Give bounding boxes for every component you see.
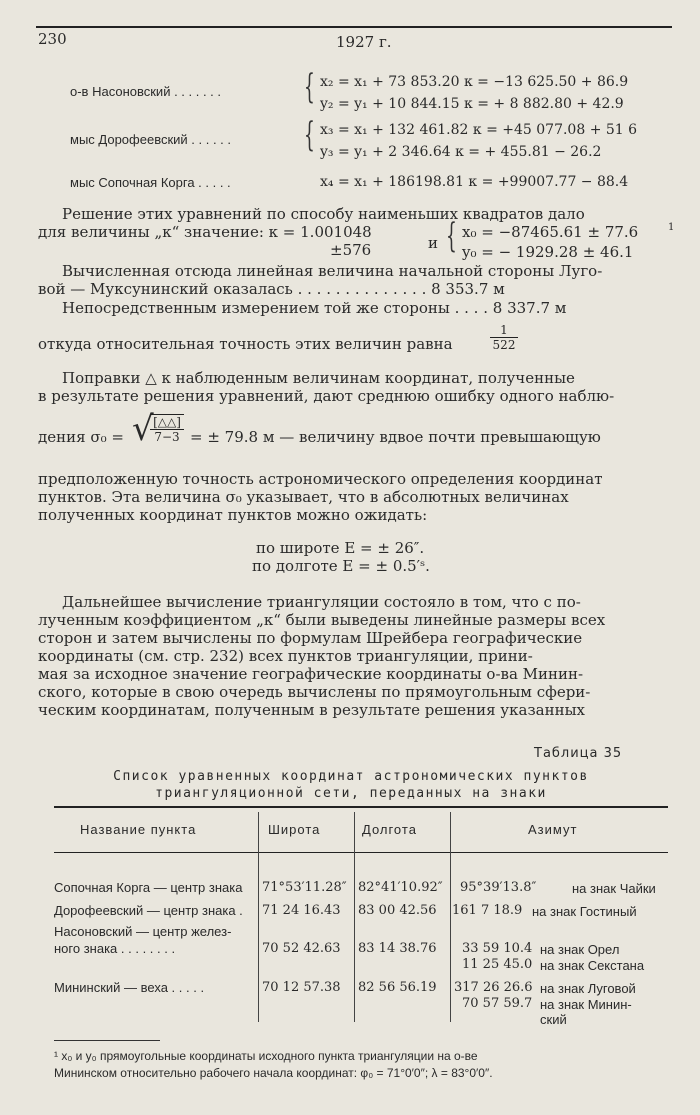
table-cell-name: Насоновский — центр желез- [54,924,232,939]
longitude-error: по долготе E = ± 0.5′ˢ. [252,557,430,575]
paragraph-line: откуда относительная точность этих величин равна [38,335,453,353]
paragraph-line: дения σ₀ = [38,428,124,446]
sqrt-sign: √ [132,409,154,449]
paragraph-line: Дальнейшее вычисление триангуляции состояло в том, что с по- [62,593,581,611]
paragraph-line: лученным коэффициентом „к“ были выведены линейные размеры всех [38,611,606,629]
table-cell-longitude: 83 14 38.76 [358,941,437,956]
footnote: Мининском относительно рабочего начала координат: φ₀ = 71°0′0″; λ = 83°0′0″. [54,1066,493,1080]
paragraph-line: координаты (см. стр. 232) всех пунктов триангуляции, прини- [38,647,533,665]
k-error: ±576 [330,241,372,259]
paragraph-line: пунктов. Эта величина σ₀ указывает, что в абсолютных величинах [38,488,569,506]
table-number: Таблица 35 [534,746,623,761]
paragraph-line: полученных координат пунктов можно ожидать: [38,506,428,524]
brace: { [304,115,315,155]
fraction-numerator: 1 [500,323,508,337]
table-cell-target: на знак Секстана [540,958,645,973]
brace: { [446,216,457,256]
table-cell-longitude: 82°41′10.92″ [358,880,443,895]
equation-label-nasonovsky: о-в Насоновский . . . . . . . [70,84,222,99]
latitude-error: по широте E = ± 26″. [256,539,425,557]
paragraph-line: Вычисленная отсюда линейная величина начальной стороны Луго- [62,262,603,280]
brace: { [304,67,315,107]
paragraph-line: Решение этих уравнений по способу наименьших квадратов дало [62,205,585,223]
table-cell-latitude: 70 12 57.38 [262,980,341,995]
paragraph-line: сторон и затем вычислены по формулам Шрейбера географические [38,629,583,647]
paragraph-line: предположенную точность астрономического определения координат [38,470,603,488]
equation-y2: y₂ = y₁ + 10 844.15 к = + 8 882.80 + 42.9 [320,96,624,112]
footnote: ¹ x₀ и y₀ прямоугольные координаты исходного пункта триангуляции на о-ве [54,1049,478,1063]
equation-y3: y₃ = y₁ + 2 346.64 к = + 455.81 − 26.2 [320,144,602,160]
table-cell-target: на знак Чайки [572,881,656,896]
column-header-azimuth: Азимут [528,822,578,837]
table-cell-target: на знак Луговой [540,981,636,996]
table-cell-latitude: 71 24 16.43 [262,903,341,918]
table-cell-azimuth: 161 7 18.9 [452,903,523,918]
table-cell-azimuth: 95°39′13.8″ [460,880,537,895]
table-cell-target: на знак Минин- [540,997,632,1012]
table-cell-azimuth: 70 57 59.7 [462,996,533,1011]
equation-label-sopochnaya: мыс Сопочная Корга . . . . . [70,175,231,190]
sqrt-fraction [150,414,184,444]
paragraph-line: для величины „к“ значение: к = 1.001048 [38,223,372,241]
equation-x3: x₃ = x₁ + 132 461.82 к = +45 077.08 + 51 6 [320,122,638,138]
paragraph-line: ского, которые в свою очередь вычислены по прямоугольным сфери- [38,683,591,701]
page-year: 1927 г. [336,33,392,51]
column-header-name: Название пункта [80,822,197,837]
header-rule [36,26,672,28]
table-cell-azimuth: 33 59 10.4 [462,941,533,956]
conjunction: и [428,234,438,252]
footnote-ref: 1 [668,222,675,233]
paragraph-line: Непосредственным измерением той же стороны . . . . 8 337.7 м [62,299,567,317]
paragraph-line: мая за исходное значение географические координаты о-ва Минин- [38,665,584,683]
sqrt-denominator: 7−3 [150,429,184,444]
table-column-divider [354,812,355,1022]
paragraph-line: вой — Муксунинский оказалась . . . . . . . . . . . . . . 8 353.7 м [38,280,505,298]
table-cell-target: на знак Орел [540,942,620,957]
equation-x2: x₂ = x₁ + 73 853.20 к = −13 625.50 + 86.9 [320,74,629,90]
table-cell-target: ский [540,1012,567,1027]
table-header-rule [54,852,668,853]
paragraph-line: = ± 79.8 м — величину вдвое почти превышающую [190,428,601,446]
table-top-rule [54,806,668,808]
table-cell-latitude: 71°53′11.28″ [262,880,347,895]
page-number: 230 [38,30,67,48]
y0-value: y₀ = − 1929.28 ± 46.1 [462,243,634,261]
table-cell-longitude: 82 56 56.19 [358,980,437,995]
table-subtitle: триангуляционной сети, переданных на знаки [155,786,547,801]
table-cell-name: Сопочная Корга — центр знака [54,880,243,895]
sqrt-numerator: [△△] [153,415,181,429]
table-cell-longitude: 83 00 42.56 [358,903,437,918]
fraction-denominator: 522 [490,337,518,352]
table-cell-name: Дорофеевский — центр знака . [54,903,243,918]
x0-value: x₀ = −87465.61 ± 77.6 [462,223,639,241]
fraction [490,323,518,352]
table-cell-azimuth: 11 25 45.0 [462,957,533,972]
table-cell-name: Мининский — веха . . . . . [54,980,205,995]
table-title: Список уравненных координат астрономических пунктов [113,769,589,784]
table-cell-latitude: 70 52 42.63 [262,941,341,956]
table-column-divider [450,812,451,1022]
table-cell-azimuth: 317 26 26.6 [454,980,533,995]
table-column-divider [258,812,259,1022]
column-header-longitude: Долгота [362,822,417,837]
footnote-rule [54,1040,160,1041]
table-cell-name: ного знака . . . . . . . . [54,941,176,956]
table-cell-target: на знак Гостиный [532,904,637,919]
column-header-latitude: Широта [268,822,321,837]
paragraph-line: ческим координатам, полученным в результате решения указанных [38,701,585,719]
paragraph-line: в результате решения уравнений, дают среднюю ошибку одного наблю- [38,387,615,405]
equation-x4: x₄ = x₁ + 186198.81 к = +99007.77 − 88.4 [320,174,629,190]
equation-label-dorofeevsky: мыс Дорофеевский . . . . . . [70,132,232,147]
paragraph-line: Поправки △ к наблюденным величинам координат, полученные [62,369,575,387]
